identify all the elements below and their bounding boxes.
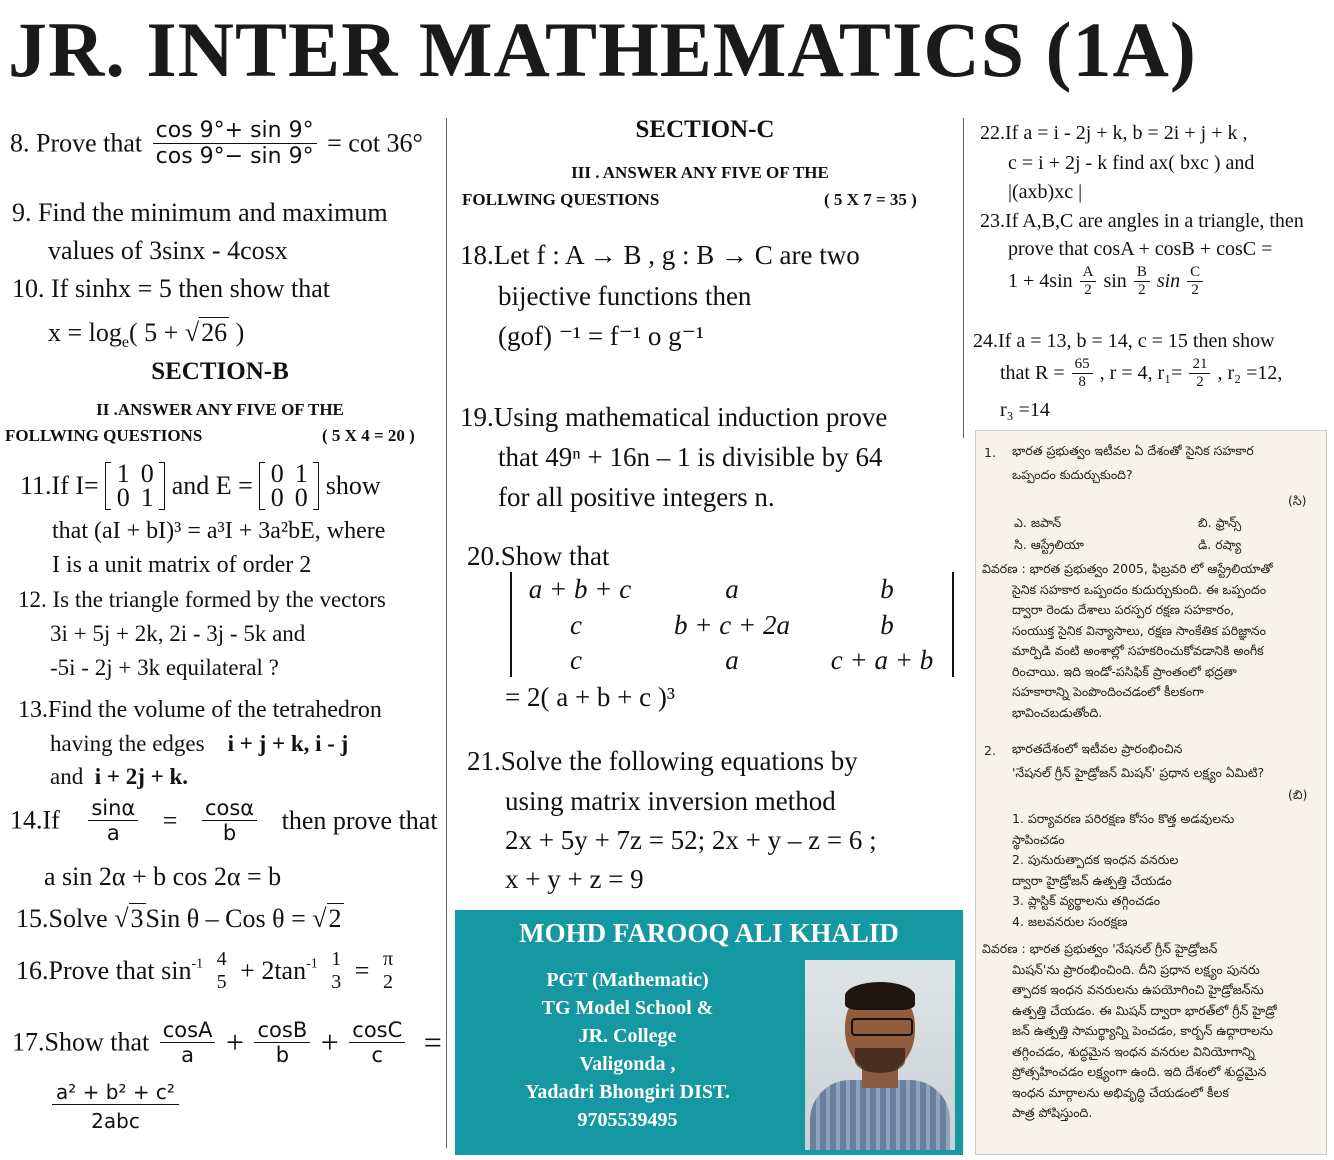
question-17: 17.Show that $\frac{\cos A}{a}$ + $\frac{\cos B}{b}$ + $\frac{\cos C}{c}$ = [12, 1018, 442, 1067]
question-13-line2: having the edges i + j + k, i - j [50, 731, 349, 756]
question-11: 11.If I= 1 0 0 1 and E = 0 1 0 0 show [20, 459, 381, 512]
author-photo [805, 960, 955, 1150]
question-12-line1: 12. Is the triangle formed by the vectors [18, 587, 386, 612]
question-22-line1: 22.If a = i - 2j + k, b = 2i + j + k , [980, 122, 1248, 144]
gk-quiz-box: 1. భారత ప్రభుత్వం ఇటీవల ఏ దేశంతో సైనిక సహకార ఒప్పందం కుదుర్చుకుంది? (సి) ఎ. జపాన్ బి. ఫ్రాన్స్ సి. ఆస్ట్రేలియా డి. రష్యా వివరణ : భారత ప్రభుత్వం 2005, ఫిబ్రవరి లో ఆస్ట్రేలియాతో సైనిక సహకార ఒప్పందం కుదుర్చుకుంది. ఈ ఒప్పందం ద్వారా రెండు దేశాలు పరస్పర రక్షణ సహకారం, సంయుక్త సైనిక విన్యాసాలు, రక్షణ సాంకేతిక పరిజ్ఞానం మార్పిడి వంటి అంశాల్లో సహకరించుకోవడానికి అంగీక రించాయి. ఇది ఇండో-పసిఫిక్ ప్రాంతంలో భద్రతా సహకారాన్ని పెంపొందించడంలో కీలకంగా భావించబడుతోంది. 2. భారతదేశంలో ఇటీవల ప్రారంభించిన 'నేషనల్ గ్రీన్ హైడ్రోజన్ మిషన్' ప్రధాన లక్ష్యం ఏమిటి? (బి) 1. పర్యావరణ పరిరక్షణ కోసం కొత్త అడవులను స్థాపించడం 2. పునురుత్పాదక ఇంధన వనరుల ద్వారా హైడ్రోజన్ ఉత్పత్తి చేయడం 3. ప్లాస్టిక్ వ్యర్థాలను తగ్గించడం 4. జలవనరుల సంరక్షణ వివరణ : భారత ప్రభుత్వం 'నేషనల్ గ్రీన్ హైడ్రోజన్ మిషన్'ను ప్రారంభించింది. దీని ప్రధాన లక్ష్యం పునరు త్పాదక ఇంధన వనరులను ఉపయోగించి హైడ్రోజన్‌ను ఉత్పత్తి చేయడం. ఈ మిషన్ ద్వారా భారత్‌లో గ్రీన్ హైడ్రో జన్ ఉత్పత్తి సామర్థ్యాన్ని పెంచడం, కార్బన్ ఉద్గారాలను తగ్గించడం, శుద్ధమైన ఇంధన వనరుల వినియోగాన్ని ప్రోత్సహించడం లక్ష్యంగా ఉంది. ఇది దేశంలో శుద్ధమైన ఇంధన మార్గాలను అభివృద్ధి చేయడంలో కీలక పాత్ర పోషిస్తుంది. [975, 430, 1327, 1155]
question-9-line2: values of 3sinx - 4cosx [48, 236, 288, 265]
question-24-line1: 24.If a = 13, b = 14, c = 15 then show [973, 330, 1275, 352]
quiz-q1-answer: (సి) [1288, 493, 1307, 508]
column-divider-left [446, 118, 447, 1148]
question-23-line1: 23.If A,B,C are angles in a triangle, then [980, 210, 1304, 232]
author-box [455, 910, 963, 1155]
section-b-instruction: II .ANSWER ANY FIVE OF THE [96, 400, 344, 419]
question-18-line2: bijective functions then [498, 281, 752, 311]
question-12-line3: -5i - 2j + 3k equilateral ? [50, 655, 279, 680]
quiz-q2-options: 1. పర్యావరణ పరిరక్షణ కోసం కొత్త అడవులను స్థాపించడం 2. పునురుత్పాదక ఇంధన వనరుల ద్వారా హైడ్రోజన్ ఉత్పత్తి చేయడం 3. ప్లాస్టిక్ వ్యర్థాలను తగ్గించడం 4. జలవనరుల సంరక్షణ [1012, 811, 1235, 929]
author-info: PGT (Mathematic) TG Model School & JR. College Valigonda , Yadadri Bhongiri DIST. 9705539495 [525, 969, 730, 1131]
quiz-q2-explanation: వివరణ : భారత ప్రభుత్వం 'నేషనల్ గ్రీన్ హైడ్రోజన్ మిషన్'ను ప్రారంభించింది. దీని ప్రధాన లక్ష్యం పునరు త్పాదక ఇంధన వనరులను ఉపయోగించి హైడ్రోజన్‌ను ఉత్పత్తి చేయడం. ఈ మిషన్ ద్వారా భారత్‌లో గ్రీన్ హైడ్రో జన్ ఉత్పత్తి సామర్థ్యాన్ని పెంచడం, కార్బన్ ఉద్గారాలను తగ్గించడం, శుద్ధమైన ఇంధన వనరుల వినియోగాన్ని ప్రోత్సహించడం లక్ష్యంగా ఉంది. ఇది దేశంలో శుద్ధమైన ఇంధన మార్గాలను అభివృద్ధి చేయడంలో కీలక పాత్ర పోషిస్తుంది. [982, 941, 1277, 1120]
question-13-line1: 13.Find the volume of the tetrahedron [18, 697, 382, 723]
question-24-line3: r₃ =14 [1000, 399, 1050, 421]
question-23-line2: prove that cosA + cosB + cosC = [1008, 238, 1273, 260]
q8-fraction: $\frac{\cos 9^\circ+ \sin 9^\circ}{\cos 9^\circ- \sin 9^\circ}$ [153, 118, 317, 169]
question-11-line3: I is a unit matrix of order 2 [52, 552, 312, 578]
question-18-line1: 18.Let f : A → B , g : B → C are two [460, 240, 860, 270]
matrix-i: 1 0 0 1 [105, 462, 165, 510]
section-c-heading: SECTION-C [635, 116, 775, 143]
question-8: 8. Prove that $\frac{\cos 9^\circ+ \sin 9^\circ}{\cos 9^\circ- \sin 9^\circ}$ = cot 36° [10, 118, 423, 169]
question-16: 16.Prove that $\sin^{-1}$ 4 5 + $2\tan^{-1}$ 1 3 = π 2 [16, 948, 394, 993]
quiz-q1-explanation: వివరణ : భారత ప్రభుత్వం 2005, ఫిబ్రవరి లో ఆస్ట్రేలియాతో సైనిక సహకార ఒప్పందం కుదుర్చుకుంది. ఈ ఒప్పందం ద్వారా రెండు దేశాలు పరస్పర రక్షణ సహకారం, సంయుక్త సైనిక విన్యాసాలు, రక్షణ సాంకేతిక పరిజ్ఞానం మార్పిడి వంటి అంశాల్లో సహకరించుకోవడానికి అంగీక రించాయి. ఇది ఇండో-పసిఫిక్ ప్రాంతంలో భద్రతా సహకారాన్ని పెంపొందించడంలో కీలకంగా భావించబడుతోంది. [982, 561, 1273, 720]
section-c-instruction: III . ANSWER ANY FIVE OF THE [571, 163, 829, 182]
question-9-line1: 9. Find the minimum and maximum [12, 198, 388, 227]
question-22-line2: c = i + 2j - k find ax( bxc ) and [1008, 152, 1255, 174]
question-22-line3: |(axb)xc | [1008, 181, 1083, 203]
question-13-line3: and i + 2j + k. [50, 764, 189, 789]
question-19-line1: 19.Using mathematical induction prove [460, 402, 888, 432]
question-15: 15.Solve √3Sin θ – Cos θ = √2 [16, 904, 342, 933]
section-c-instruction-2: FOLLWING QUESTIONS [462, 190, 660, 209]
question-20-result: = 2( a + b + c )³ [505, 682, 675, 712]
question-14-line2: a sin 2α + b cos 2α = b [44, 862, 282, 891]
question-21-line1: 21.Solve the following equations by [467, 746, 858, 776]
question-10-line1: 10. If sinhx = 5 then show that [12, 274, 330, 303]
section-c-marks: ( 5 X 7 = 35 ) [824, 190, 917, 209]
section-b-instruction-2: FOLLWING QUESTIONS [5, 426, 203, 445]
quiz-q1-text: భారత ప్రభుత్వం ఇటీవల ఏ దేశంతో సైనిక సహకార [1012, 443, 1254, 458]
question-11-line2: that (aI + bI)³ = a³I + 3a²bE, where [52, 518, 386, 544]
question-20-line1: 20.Show that [467, 541, 610, 571]
question-18-line3: (gof) ⁻¹ = f⁻¹ o g⁻¹ [498, 321, 704, 351]
question-21-line3: 2x + 5y + 7z = 52; 2x + y – z = 6 ; [505, 825, 877, 855]
question-10-line2: $x = \log_e$( 5 + √26 ) [48, 318, 245, 352]
quiz-q2-text: భారతదేశంలో ఇటీవల ప్రారంభించిన [1012, 741, 1183, 756]
section-b-heading: SECTION-B [151, 358, 289, 385]
question-23-line3: 1 + 4sin $\frac{A}{2}$ sin $\frac{B}{2}$ sin $\frac{C}{2}$ [1008, 264, 1205, 299]
question-19-line2: that 49ⁿ + 16n – 1 is divisible by 64 [498, 442, 883, 472]
section-b-marks: ( 5 X 4 = 20 ) [322, 426, 415, 445]
author-name: MOHD FAROOQ ALI KHALID [519, 918, 899, 948]
question-12-line2: 3i + 5j + 2k, 2i - 3j - 5k and [50, 621, 306, 646]
question-21-line2: using matrix inversion method [505, 786, 836, 816]
question-21-line4: x + y + z = 9 [505, 864, 644, 894]
column-divider-right [963, 118, 964, 438]
question-14: 14.If $\frac{\sin\alpha}{a}$ = $\frac{\cos\alpha}{b}$ then prove that [10, 796, 438, 845]
question-24-line2: that R = $\frac{65}{8}$ , r = 4, r₁= $\frac{21}{2}$ , r₂ =12, [1000, 356, 1283, 390]
question-17-rhs: $\frac{\text{a² + b² + c²}}{\text{2abc}}$ [52, 1080, 179, 1133]
matrix-e: 0 1 0 0 [259, 462, 319, 510]
determinant: a + b + c a b c b + c + 2a b c a c + a + b [510, 572, 954, 677]
quiz-q2-answer: (బి) [1288, 787, 1308, 802]
page-title: JR. INTER MATHEMATICS (1A) [8, 6, 1197, 93]
question-19-line3: for all positive integers n. [498, 482, 775, 512]
